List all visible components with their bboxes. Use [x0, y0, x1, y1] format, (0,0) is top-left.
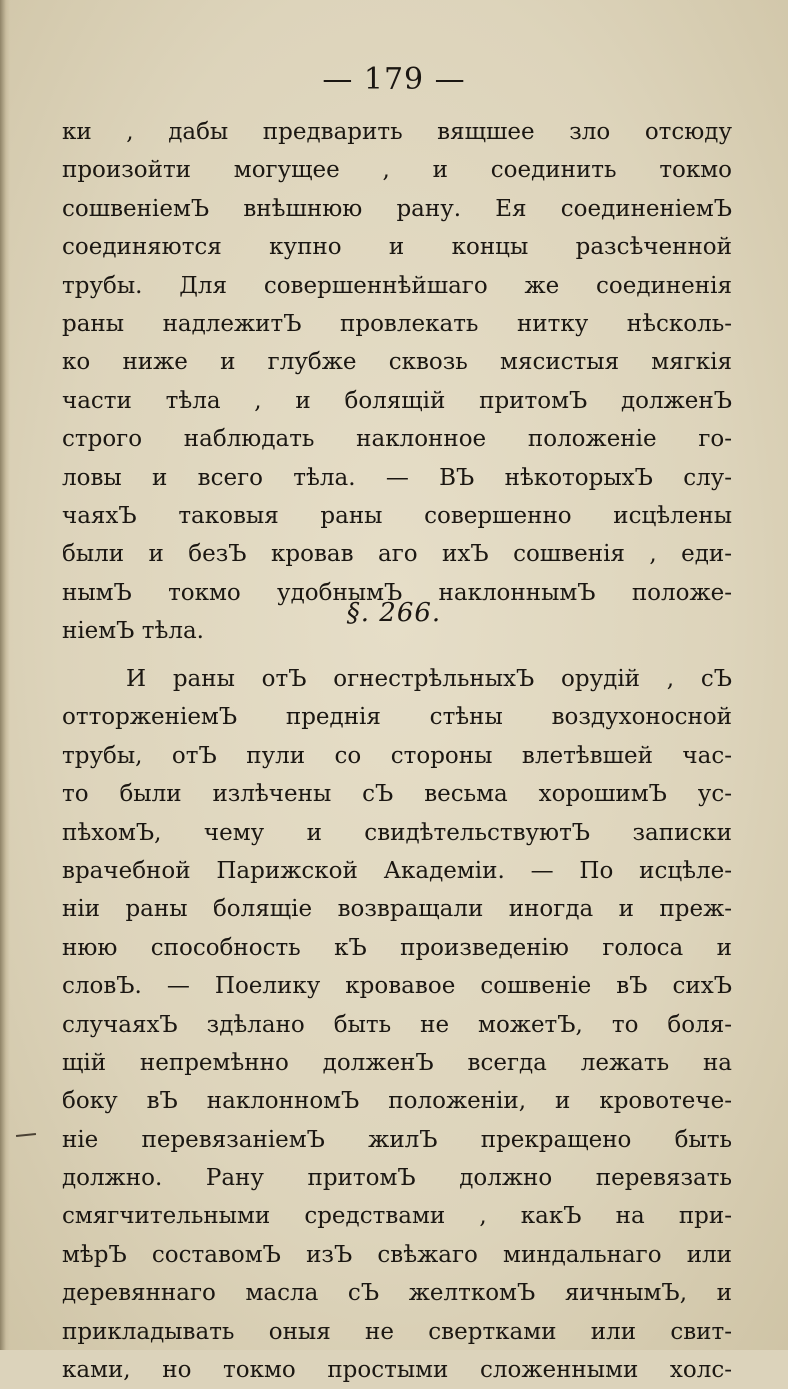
text-line: соединяются купно и концы разсѣченной: [62, 234, 732, 261]
text-line: И раны отЪ огнестрѣльныхЪ орудій , сЪ: [126, 666, 732, 692]
text-line: ки , дабы предварить вящшее зло отсюду: [62, 119, 732, 145]
text-line: то были излѣчены сЪ весьма хорошимЪ ус-: [62, 781, 732, 808]
text-line: боку вЪ наклонномЪ положеніи, и кровотече-: [62, 1088, 732, 1115]
text-line: отторженіемЪ преднія стѣны воздухоносной: [62, 704, 732, 731]
text-line: врачебной Парижской Академіи. — По исцѣле-: [62, 857, 732, 884]
text-line: нюю способность кЪ произведенію голоса и: [62, 934, 732, 961]
text-line: чаяхЪ таковыя раны совершенно исцѣлены: [62, 502, 732, 529]
text-line: ко ниже и глубже сквозь мясистыя мягкія: [62, 349, 732, 376]
text-line: деревяннаго масла сЪ желткомЪ яичнымЪ, и: [62, 1280, 732, 1307]
text-line: щій непремѣнно долженЪ всегда лежать на: [62, 1049, 732, 1076]
text-line: сошвеніемЪ внѣшнюю рану. Ея соединеніемЪ: [62, 195, 732, 222]
margin-pencil-mark: [16, 1133, 36, 1137]
text-line: мѣрЪ составомЪ изЪ свѣжаго миндальнаго или: [62, 1241, 732, 1268]
text-line: случаяхЪ здѣлано быть не можетЪ, то боля-: [62, 1011, 732, 1038]
text-line: трубы. Для совершеннѣйшаго же соединенія: [62, 272, 732, 299]
page-binding-edge: [0, 0, 10, 1350]
paragraph-continued: [62, 113, 732, 650]
section-heading: §. 266.: [346, 598, 442, 628]
text-line: части тѣла , и болящій притомЪ долженЪ: [62, 387, 732, 414]
text-line: ніи раны болящіе возвращали иногда и преж-: [62, 896, 732, 923]
text-line: ніемЪ тѣла.: [62, 618, 204, 645]
text-line: пѣхомЪ, чему и свидѣтельствуютЪ записки: [62, 819, 732, 846]
text-line: ловы и всего тѣла. — ВЪ нѣкоторыхЪ слу-: [62, 464, 732, 491]
text-line: строго наблюдать наклонное положеніе го-: [62, 426, 732, 453]
text-line: ками, но токмо простыми сложенными холс-: [62, 1357, 732, 1384]
text-line: словЪ. — Поелику кровавое сошвеніе вЪ сихЪ: [62, 973, 732, 1000]
text-line: произойти могущее , и соединить токмо: [62, 157, 732, 184]
text-line: раны надлежитЪ провлекать нитку нѣсколь-: [62, 310, 732, 337]
text-line: были и безЪ кровав аго ихЪ сошвенія , еди-: [62, 541, 732, 568]
paragraph-section-266: [62, 660, 732, 1389]
text-line: трубы, отЪ пули со стороны влетѣвшей час-: [62, 742, 732, 769]
text-line: должно. Рану притомЪ должно перевязать: [62, 1165, 732, 1192]
text-line: ніе перевязаніемЪ жилЪ прекращено быть: [62, 1126, 732, 1153]
text-line: нымЪ токмо удобнымЪ наклоннымЪ положе-: [62, 579, 732, 606]
page-number: — 179 —: [322, 62, 466, 97]
text-line: смягчительными средствами , какЪ на при-: [62, 1203, 732, 1230]
text-line: прикладывать оныя не свертками или свит-: [62, 1318, 732, 1345]
